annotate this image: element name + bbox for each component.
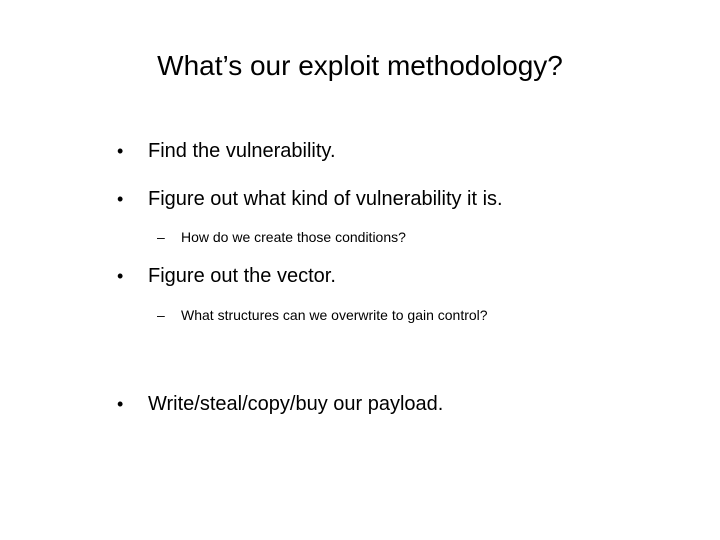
bullet-text: Find the vulnerability. (148, 140, 336, 162)
bullet-item (117, 137, 336, 165)
bullet-item (117, 185, 503, 213)
bullet-text: Figure out what kind of vulnerability it is. (148, 188, 503, 210)
bullet-marker: • (117, 266, 124, 286)
sub-bullet-marker: – (157, 307, 165, 323)
sub-bullet-marker: – (157, 229, 165, 245)
bullet-marker: • (117, 141, 124, 161)
bullet-item (117, 262, 336, 290)
bullet-marker: • (117, 189, 124, 209)
sub-bullet-text: How do we create those conditions? (181, 229, 406, 245)
slide-title: What’s our exploit methodology? (157, 50, 563, 81)
bullet-item (117, 390, 443, 418)
bullet-text: Figure out the vector. (148, 265, 336, 287)
bullet-marker: • (117, 394, 124, 414)
sub-bullet-item (157, 227, 406, 247)
sub-bullet-text: What structures can we overwrite to gain control? (181, 307, 488, 323)
sub-bullet-item (157, 305, 488, 325)
bullet-text: Write/steal/copy/buy our payload. (148, 393, 444, 415)
